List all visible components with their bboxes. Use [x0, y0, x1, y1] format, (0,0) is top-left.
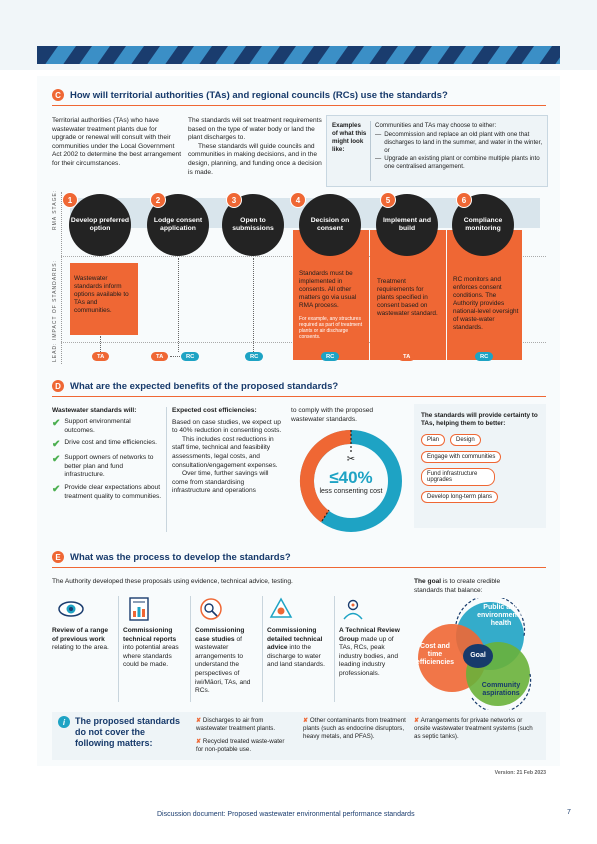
section-d-heading: [52, 380, 338, 392]
impact-text-5: Treatment requirements for plants specified in consent based on wastewater standard.: [377, 278, 438, 317]
examples-intro: Communities and TAs may choose to either:: [375, 122, 497, 129]
venn-label-goal: Goal: [470, 652, 486, 659]
not-covered-title: The proposed standards do not cover the following matters:: [75, 716, 181, 748]
stage-circle-1: Develop preferred option: [69, 194, 131, 256]
section-c-col1: Territorial authorities (TAs) who have wastewater treatment plants due for upgrade or renewal will consult with their communities under the Local Government Act 2002 to determine the best arrangement for their circumstances.: [52, 117, 182, 167]
tag-plan: Plan: [421, 434, 445, 446]
section-c-col2: [188, 117, 324, 177]
donut-value: ≤40%: [329, 468, 373, 487]
process-step-2: Commissioning technical reports into potential areas where standards could be made.: [123, 627, 179, 669]
section-d-rule: [52, 396, 546, 397]
stage-number-1: 1: [62, 192, 78, 208]
tag-fund: Fund infrastructure upgrades: [421, 468, 495, 486]
lead-pill-rc: RC: [475, 352, 493, 361]
donut-label: less consenting cost: [319, 488, 383, 495]
row-label-lead: LEAD:: [52, 342, 58, 362]
impact-note-4: For example, any structures required as part of treatment plants or air discharge consents.: [299, 316, 363, 340]
not-covered-item: ✘ Arrangements for private networks or onsite wastewater treatment systems (such as septic tanks).: [414, 717, 533, 740]
connector-1: [100, 336, 101, 352]
stage-number-2: 2: [150, 192, 166, 208]
scissors-icon: ✂: [346, 454, 356, 465]
lead-pill-ta: TA: [151, 352, 168, 361]
certainty-title: The standards will provide certainty to TAs, helping them to better:: [421, 412, 538, 427]
section-c-badge: C: [52, 89, 64, 101]
lead-pill-ta: TA: [92, 352, 109, 361]
tag-design: Design: [450, 434, 481, 446]
stage-circle-3: Open to submissions: [222, 194, 284, 256]
section-c-title: How will territorial authorities (TAs) and regional councils (RCs) use the standards?: [70, 89, 448, 101]
section-c-intro: [52, 117, 182, 169]
report-icon: [126, 596, 152, 622]
footer-title: Discussion document: Proposed wastewater environmental performance standards: [157, 811, 415, 818]
page-number: 7: [567, 809, 571, 816]
section-c-rule: [52, 105, 546, 106]
technical-advice-icon: [268, 596, 294, 622]
benefit-item: ✔ Support owners of networks to better plan and fund infrastructure.: [52, 454, 154, 479]
header-stripe: [313, 46, 351, 64]
stage-number-5: 5: [380, 192, 396, 208]
section-e-title: What was the process to develop the standards?: [70, 551, 291, 563]
case-study-icon: [198, 596, 224, 622]
header-stripe: [41, 46, 79, 64]
cost-efficiencies: [172, 407, 284, 496]
step-divider: [190, 596, 191, 702]
process-step-4: Commissioning detailed technical advice into the discharge to water and land standards.: [267, 627, 325, 669]
cost-continued: to comply with the proposed wastewater standards.: [291, 407, 374, 423]
certainty-box: [414, 404, 546, 528]
stage-circle-5: Implement and build: [376, 194, 438, 256]
lead-pill-rc: RC: [245, 352, 263, 361]
impact-text-4: Standards must be implemented in consents. All other matters go via usual RMA process.: [299, 270, 357, 309]
examples-item: — Upgrade an existing plant or combine multiple plants into one centralised arrangement.: [375, 155, 540, 170]
header-stripe: [483, 46, 521, 64]
examples-label: Examples of what this might look like:: [332, 122, 367, 153]
lead-connector: [170, 356, 180, 357]
connector-3: [253, 258, 254, 352]
cost-p2: This includes cost reductions in staff time, technical and feasibility assessments, legal costs, and consultation/engagement expenses.: [172, 435, 278, 469]
process-intro: The Authority developed these proposals using evidence, technical advice, testing.: [52, 578, 293, 585]
check-icon: ✔: [52, 439, 61, 451]
review-group-icon: [340, 596, 366, 622]
not-covered-item: ✘ Recycled treated waste-water for non-potable use.: [196, 738, 285, 753]
check-icon: ✔: [52, 418, 61, 429]
certainty-tags: [421, 434, 541, 503]
cost-title: Expected cost efficiencies:: [172, 407, 257, 414]
not-covered-item: ✘ Discharges to air from wastewater treatment plants.: [196, 717, 276, 732]
cost-p3: Over time, further savings will come from standardising infrastructure and operations: [172, 470, 269, 495]
venn-label-health: Public and environmental health: [477, 604, 525, 627]
tag-long-term: Develop long-term plans: [421, 491, 498, 503]
check-icon: ✔: [52, 454, 61, 466]
stage-circle-2: Lodge consent application: [147, 194, 209, 256]
connector-2: [178, 258, 179, 352]
cross-icon: ✘: [196, 738, 202, 745]
process-step-3: Commissioning case studies of wastewater arrangements to understand the perspectives of iwi/Māori, TAs, and RCs.: [195, 627, 251, 695]
header-stripe: [75, 46, 113, 64]
header-stripe: [517, 46, 555, 64]
step-divider: [118, 596, 119, 702]
section-e-rule: [52, 567, 546, 568]
stage-circle-4: Decision on consent: [299, 194, 361, 256]
benefit-item: ✔ Drive cost and time efficiencies.: [52, 439, 157, 451]
header-stripe: [177, 46, 215, 64]
stage-circle-6: Compliance monitoring: [452, 194, 514, 256]
header-stripe-bar: [37, 46, 560, 64]
benefit-item: ✔ Provide clear expectations about treatment quality to communities.: [52, 483, 162, 500]
eye-icon: [58, 596, 84, 622]
stage-number-4: 4: [290, 192, 306, 208]
cross-icon: ✘: [303, 717, 309, 724]
not-covered-item: ✘ Other contaminants from treatment plants (such as endocrine disruptors, heavy metals, and PFAS).: [303, 717, 406, 740]
examples-box: [326, 115, 548, 187]
lead-pill-ta: TA: [398, 352, 415, 361]
section-c-col2-p1: The standards will set treatment requirements based on the type of water body or land the plant discharges to.: [188, 117, 322, 142]
header-stripe: [279, 46, 317, 64]
examples-item: — Decommission and replace an old plant with one that discharges to land in the summer, and water in the winter, or: [375, 131, 543, 154]
header-stripe: [245, 46, 283, 64]
examples-content: [375, 122, 543, 171]
header-stripe: [109, 46, 147, 64]
section-d-title: What are the expected benefits of the proposed standards?: [70, 380, 339, 392]
impact-text-6: RC monitors and enforces consent conditions. The Authority provides national-level oversight of waste-water standards.: [453, 276, 519, 331]
benefits-list: [52, 407, 162, 501]
step-divider: [334, 596, 335, 702]
impact-text-1: Wastewater standards inform options available to TAs and communities.: [74, 275, 129, 314]
stage-number-6: 6: [456, 192, 472, 208]
version-label: Version: 21 Feb 2023: [494, 770, 546, 776]
examples-divider: [370, 121, 371, 181]
process-step-5: A Technical Review Group made up of TAs, RCs, peak industry bodies, and leading industry professionals.: [339, 627, 400, 677]
info-icon: i: [58, 716, 70, 728]
benefit-item: ✔ Support environmental outcomes.: [52, 418, 131, 434]
row-label-impact: IMPACT OF STANDARDS:: [52, 259, 58, 340]
venn-label-cost: Cost and time efficiencies: [415, 643, 455, 666]
benefits-list-title: Wastewater standards will:: [52, 407, 137, 414]
section-e-heading: [52, 551, 291, 563]
cost-p1: Based on case studies, we expect up to 40% reduction in consenting costs.: [172, 418, 282, 435]
section-e-badge: E: [52, 551, 64, 563]
section-d-divider: [166, 407, 167, 532]
cross-icon: ✘: [414, 717, 420, 724]
header-stripe: [449, 46, 487, 64]
venn-label-community: Community aspirations: [481, 682, 521, 697]
donut-center: [318, 468, 384, 496]
step-divider: [262, 596, 263, 702]
goal-text: The goal is to create credible standards that balance:: [414, 578, 501, 594]
header-stripe: [347, 46, 385, 64]
header-stripe: [143, 46, 181, 64]
lead-pill-rc: RC: [321, 352, 339, 361]
process-step-1: Review of a range of previous work relating to the area.: [52, 627, 109, 652]
header-stripe: [415, 46, 453, 64]
header-stripe: [551, 46, 560, 64]
cross-icon: ✘: [196, 717, 202, 724]
row-label-stage: RMA STAGE:: [52, 189, 58, 230]
lead-pill-rc: RC: [181, 352, 199, 361]
tag-engage: Engage with communities: [421, 451, 501, 463]
check-icon: ✔: [52, 483, 61, 495]
header-stripe: [211, 46, 249, 64]
row-label-divider: [61, 192, 63, 364]
section-c-heading: [52, 89, 448, 101]
header-stripe: [381, 46, 419, 64]
section-d-badge: D: [52, 380, 64, 392]
stage-number-3: 3: [226, 192, 242, 208]
section-c-col2-p2: These standards will guide councils and communities in making decisions, and in the design, planning, and funding once a decision is made.: [188, 142, 322, 176]
